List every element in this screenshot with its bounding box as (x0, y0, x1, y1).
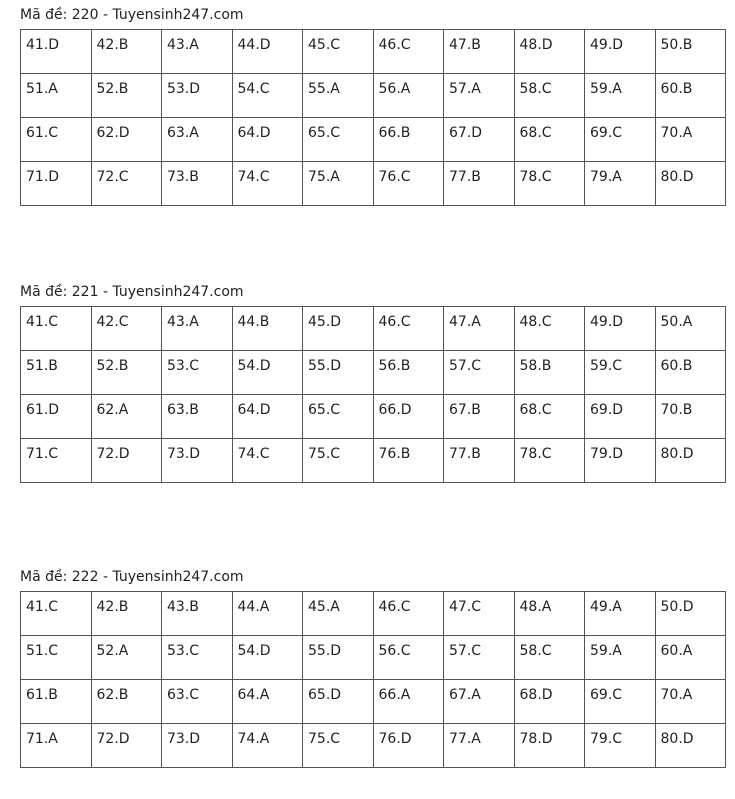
answer-cell: 58.C (514, 74, 585, 118)
answer-cell: 45.C (303, 30, 374, 74)
answer-cell: 65.C (303, 395, 374, 439)
answer-table (20, 591, 726, 768)
answer-cell: 64.D (232, 118, 303, 162)
answer-cell: 70.A (655, 118, 726, 162)
answer-cell: 71.C (21, 439, 92, 483)
answer-cell: 78.C (514, 439, 585, 483)
answer-cell: 46.C (373, 30, 444, 74)
answer-cell: 74.C (232, 439, 303, 483)
answer-cell: 64.A (232, 680, 303, 724)
answer-cell: 71.D (21, 162, 92, 206)
answer-cell: 51.B (21, 351, 92, 395)
answer-cell: 52.A (91, 636, 162, 680)
answer-cell: 68.C (514, 395, 585, 439)
answer-cell: 80.D (655, 439, 726, 483)
table-row (21, 636, 726, 680)
answer-cell: 80.D (655, 724, 726, 768)
answer-cell: 62.D (91, 118, 162, 162)
answer-cell: 55.D (303, 636, 374, 680)
answer-cell: 62.A (91, 395, 162, 439)
answer-cell: 76.D (373, 724, 444, 768)
answer-cell: 55.D (303, 351, 374, 395)
answer-cell: 76.B (373, 439, 444, 483)
answer-cell: 73.D (162, 724, 233, 768)
answer-cell: 76.C (373, 162, 444, 206)
table-row (21, 162, 726, 206)
answer-cell: 70.A (655, 680, 726, 724)
answer-cell: 61.D (21, 395, 92, 439)
answer-cell: 54.D (232, 636, 303, 680)
answer-cell: 54.C (232, 74, 303, 118)
answer-cell: 80.D (655, 162, 726, 206)
answer-cell: 60.A (655, 636, 726, 680)
answer-cell: 44.D (232, 30, 303, 74)
table-row (21, 395, 726, 439)
answer-cell: 56.C (373, 636, 444, 680)
answer-cell: 58.C (514, 636, 585, 680)
answer-cell: 64.D (232, 395, 303, 439)
answer-cell: 45.A (303, 592, 374, 636)
answer-cell: 42.B (91, 30, 162, 74)
answer-cell: 65.D (303, 680, 374, 724)
answer-cell: 66.A (373, 680, 444, 724)
answer-block-220 (20, 5, 726, 206)
answer-cell: 57.C (444, 636, 515, 680)
answer-cell: 58.B (514, 351, 585, 395)
answer-cell: 50.B (655, 30, 726, 74)
table-row (21, 592, 726, 636)
table-row (21, 724, 726, 768)
answer-cell: 60.B (655, 351, 726, 395)
answer-cell: 79.A (585, 162, 656, 206)
answer-cell: 63.B (162, 395, 233, 439)
answer-block-221 (20, 282, 726, 483)
answer-cell: 78.C (514, 162, 585, 206)
answer-cell: 68.C (514, 118, 585, 162)
answer-cell: 51.C (21, 636, 92, 680)
answer-cell: 43.B (162, 592, 233, 636)
exam-code-title: Mã đề: 222 - Tuyensinh247.com (20, 569, 244, 585)
answer-cell: 70.B (655, 395, 726, 439)
answer-cell: 43.A (162, 30, 233, 74)
answer-cell: 63.A (162, 118, 233, 162)
answer-cell: 69.C (585, 118, 656, 162)
answer-cell: 42.C (91, 307, 162, 351)
answer-cell: 47.A (444, 307, 515, 351)
answer-cell: 52.B (91, 74, 162, 118)
answer-cell: 53.D (162, 74, 233, 118)
answer-cell: 63.C (162, 680, 233, 724)
answer-cell: 45.D (303, 307, 374, 351)
answer-cell: 57.C (444, 351, 515, 395)
answer-cell: 50.D (655, 592, 726, 636)
answer-cell: 41.C (21, 307, 92, 351)
answer-cell: 53.C (162, 636, 233, 680)
answer-cell: 73.D (162, 439, 233, 483)
answer-cell: 56.B (373, 351, 444, 395)
answer-cell: 59.C (585, 351, 656, 395)
table-row (21, 74, 726, 118)
answer-cell: 69.C (585, 680, 656, 724)
answer-cell: 78.D (514, 724, 585, 768)
answer-block-222 (20, 567, 726, 768)
answer-cell: 54.D (232, 351, 303, 395)
answer-cell: 60.B (655, 74, 726, 118)
answer-table (20, 306, 726, 483)
answer-cell: 66.B (373, 118, 444, 162)
table-row (21, 680, 726, 724)
answer-cell: 77.B (444, 439, 515, 483)
answer-cell: 73.B (162, 162, 233, 206)
answer-cell: 43.A (162, 307, 233, 351)
answer-cell: 49.D (585, 30, 656, 74)
answer-cell: 72.D (91, 439, 162, 483)
answer-cell: 48.D (514, 30, 585, 74)
answer-cell: 44.A (232, 592, 303, 636)
answer-cell: 75.C (303, 724, 374, 768)
answer-cell: 62.B (91, 680, 162, 724)
answer-cell: 51.A (21, 74, 92, 118)
answer-cell: 41.D (21, 30, 92, 74)
exam-code-title: Mã đề: 221 - Tuyensinh247.com (20, 284, 244, 300)
answer-cell: 66.D (373, 395, 444, 439)
answer-cell: 75.A (303, 162, 374, 206)
answer-cell: 75.C (303, 439, 374, 483)
answer-cell: 71.A (21, 724, 92, 768)
answer-cell: 74.A (232, 724, 303, 768)
answer-cell: 59.A (585, 636, 656, 680)
answer-cell: 67.D (444, 118, 515, 162)
answer-cell: 77.A (444, 724, 515, 768)
answer-cell: 59.A (585, 74, 656, 118)
answer-cell: 67.A (444, 680, 515, 724)
table-row (21, 30, 726, 74)
answer-table (20, 29, 726, 206)
answer-cell: 67.B (444, 395, 515, 439)
answer-cell: 61.B (21, 680, 92, 724)
answer-cell: 49.D (585, 307, 656, 351)
answer-cell: 56.A (373, 74, 444, 118)
answer-cell: 52.B (91, 351, 162, 395)
table-row (21, 307, 726, 351)
answer-cell: 42.B (91, 592, 162, 636)
answer-cell: 69.D (585, 395, 656, 439)
answer-cell: 47.B (444, 30, 515, 74)
exam-code-title: Mã đề: 220 - Tuyensinh247.com (20, 7, 244, 23)
answer-cell: 41.C (21, 592, 92, 636)
answer-cell: 48.A (514, 592, 585, 636)
answer-cell: 74.C (232, 162, 303, 206)
answer-cell: 65.C (303, 118, 374, 162)
answer-cell: 57.A (444, 74, 515, 118)
table-row (21, 118, 726, 162)
table-row (21, 439, 726, 483)
answer-cell: 72.D (91, 724, 162, 768)
answer-cell: 49.A (585, 592, 656, 636)
answer-cell: 44.B (232, 307, 303, 351)
answer-cell: 53.C (162, 351, 233, 395)
answer-cell: 79.D (585, 439, 656, 483)
answer-cell: 50.A (655, 307, 726, 351)
answer-cell: 72.C (91, 162, 162, 206)
answer-cell: 79.C (585, 724, 656, 768)
answer-cell: 47.C (444, 592, 515, 636)
answer-cell: 61.C (21, 118, 92, 162)
table-row (21, 351, 726, 395)
answer-cell: 55.A (303, 74, 374, 118)
answer-cell: 48.C (514, 307, 585, 351)
answer-cell: 68.D (514, 680, 585, 724)
answer-cell: 46.C (373, 307, 444, 351)
answer-cell: 77.B (444, 162, 515, 206)
answer-cell: 46.C (373, 592, 444, 636)
